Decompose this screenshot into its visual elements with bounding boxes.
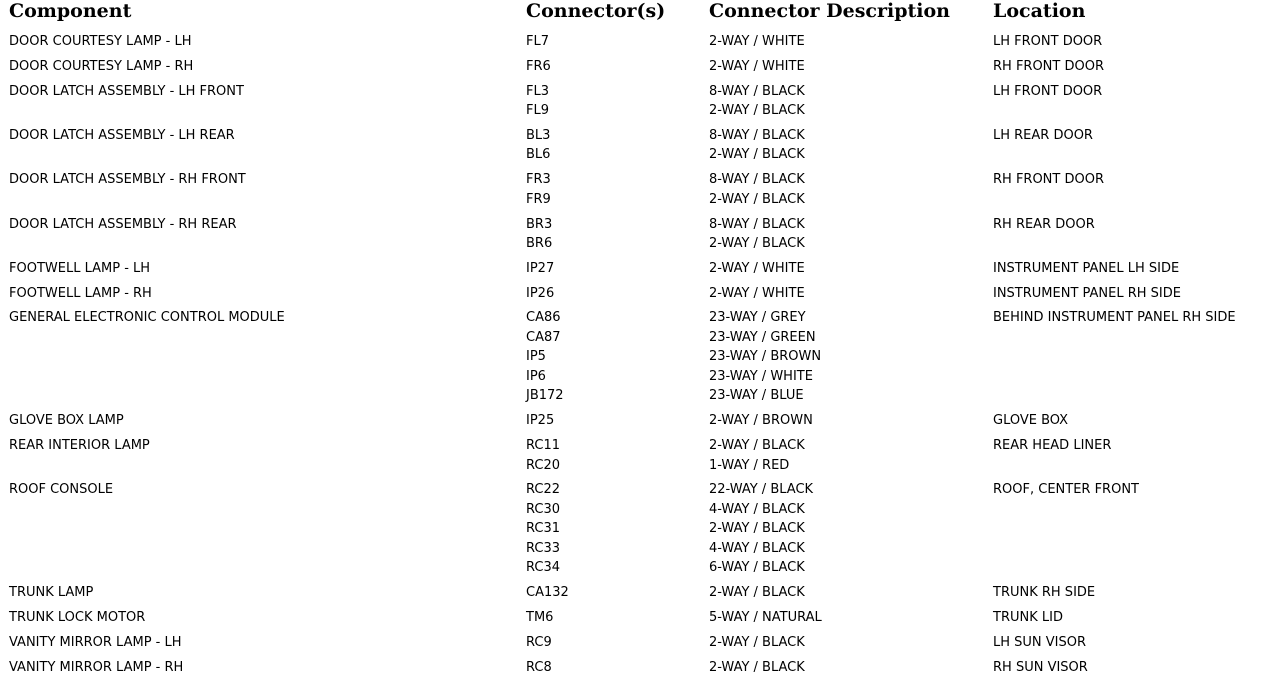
connector-id: IP27 (526, 260, 555, 276)
connector-description: 8-WAY / BLACK (709, 127, 805, 143)
connector-id: RC22 (526, 482, 561, 498)
connector-description: 2-WAY / WHITE (709, 58, 805, 74)
connector-id: CA132 (526, 585, 569, 601)
connector-id: CA86 (526, 310, 561, 326)
connector-description: 6-WAY / BLACK (709, 560, 805, 576)
connector-id: IP26 (526, 285, 555, 301)
table-row (0, 308, 1280, 406)
connectors-cell (526, 126, 550, 165)
component-cell: VANITY MIRROR LAMP - LH (9, 634, 182, 650)
table-row (0, 82, 1280, 121)
table-row (0, 57, 1280, 77)
connector-description: 8-WAY / BLACK (709, 216, 805, 232)
connector-description: 2-WAY / BLACK (709, 147, 805, 163)
description-cell (709, 480, 813, 578)
location-cell: RH FRONT DOOR (993, 172, 1104, 188)
connector-description: 2-WAY / BLACK (709, 438, 805, 453)
connector-description: 23-WAY / GREY (709, 310, 806, 326)
component-cell: DOOR LATCH ASSEMBLY - LH REAR (9, 127, 235, 143)
header-connectors: Connector(s) (526, 0, 666, 22)
table-row (0, 658, 1280, 678)
location-cell: RH SUN VISOR (993, 659, 1088, 675)
description-cell (709, 57, 805, 77)
connector-id: FL7 (526, 34, 549, 49)
connectors-cell (526, 436, 560, 475)
connector-description: 5-WAY / NATURAL (709, 609, 822, 625)
table-row (0, 170, 1280, 209)
connector-description: 4-WAY / BLACK (709, 501, 805, 517)
connector-id: RC34 (526, 560, 561, 576)
description-cell (709, 633, 805, 653)
connector-description: 1-WAY / RED (709, 457, 790, 473)
connectors-cell (526, 411, 554, 431)
description-cell (709, 82, 805, 121)
location-cell: ROOF, CENTER FRONT (993, 482, 1139, 498)
table-row (0, 126, 1280, 165)
component-cell: FOOTWELL LAMP - LH (9, 260, 151, 276)
location-cell: LH SUN VISOR (993, 634, 1087, 650)
header-location: Location (993, 0, 1086, 22)
header-connector-description: Connector Description (709, 0, 950, 22)
description-cell (709, 215, 805, 254)
component-cell: DOOR COURTESY LAMP - LH (9, 34, 192, 49)
connectors-cell (526, 57, 551, 77)
description-cell (709, 170, 805, 209)
description-cell (709, 658, 805, 678)
connectors-cell (526, 633, 552, 653)
description-cell (709, 436, 805, 475)
component-cell: DOOR LATCH ASSEMBLY - RH FRONT (9, 172, 246, 188)
connector-id: FR9 (526, 191, 551, 207)
component-cell: VANITY MIRROR LAMP - RH (9, 659, 184, 675)
connector-id: CA87 (526, 329, 561, 345)
connector-id: RC30 (526, 501, 561, 517)
connector-id: FL3 (526, 83, 549, 99)
connector-id: JB172 (526, 388, 564, 404)
connector-description: 23-WAY / GREEN (709, 329, 816, 345)
connector-id: RC20 (526, 457, 561, 473)
table-row (0, 583, 1280, 603)
connector-id: BL3 (526, 127, 551, 143)
table-row (0, 215, 1280, 254)
location-cell: TRUNK LID (993, 609, 1063, 625)
location-cell: GLOVE BOX (993, 413, 1069, 429)
connector-description: 23-WAY / BLUE (709, 388, 804, 404)
connectors-cell (526, 308, 564, 406)
connector-description: 2-WAY / BLACK (709, 521, 805, 537)
connector-description: 8-WAY / BLACK (709, 172, 805, 188)
connector-description: 2-WAY / BLACK (709, 585, 805, 601)
location-cell: LH FRONT DOOR (993, 83, 1103, 99)
location-cell: INSTRUMENT PANEL LH SIDE (993, 260, 1180, 276)
component-cell: ROOF CONSOLE (9, 482, 114, 498)
connector-description: 2-WAY / BLACK (709, 236, 805, 251)
component-cell: DOOR LATCH ASSEMBLY - LH FRONT (9, 83, 244, 99)
connector-description: 2-WAY / WHITE (709, 34, 805, 49)
location-cell: TRUNK RH SIDE (993, 585, 1096, 601)
connectors-cell (526, 658, 552, 678)
connector-id: TM6 (526, 609, 554, 625)
table-row (0, 284, 1280, 304)
connector-description: 2-WAY / BLACK (709, 634, 805, 650)
table-row (0, 608, 1280, 628)
connector-id: IP6 (526, 368, 546, 384)
table-row (0, 259, 1280, 279)
connector-id: FR6 (526, 58, 551, 74)
connector-id: FR3 (526, 172, 551, 188)
location-cell: INSTRUMENT PANEL RH SIDE (993, 285, 1181, 301)
connector-description: 23-WAY / BROWN (709, 349, 822, 365)
description-cell (709, 284, 805, 304)
table-row (0, 436, 1280, 475)
location-cell: RH REAR DOOR (993, 216, 1095, 232)
connectors-cell (526, 32, 549, 52)
connectors-cell (526, 608, 553, 628)
connectors-cell (526, 259, 554, 279)
connector-description: 4-WAY / BLACK (709, 540, 805, 556)
connectors-cell (526, 480, 560, 578)
component-cell: DOOR COURTESY LAMP - RH (9, 58, 194, 74)
component-cell: GLOVE BOX LAMP (9, 413, 124, 429)
description-cell (709, 308, 821, 406)
component-cell: DOOR LATCH ASSEMBLY - RH REAR (9, 216, 237, 232)
component-cell: GENERAL ELECTRONIC CONTROL MODULE (9, 310, 285, 326)
location-cell: LH FRONT DOOR (993, 34, 1103, 49)
connector-description: 23-WAY / WHITE (709, 368, 813, 384)
location-cell: BEHIND INSTRUMENT PANEL RH SIDE (993, 310, 1236, 326)
location-cell: LH REAR DOOR (993, 127, 1093, 143)
description-cell (709, 259, 805, 279)
connector-id: IP5 (526, 349, 546, 365)
connector-id: RC31 (526, 521, 561, 537)
table-row (0, 411, 1280, 431)
description-cell (709, 126, 805, 165)
component-cell: REAR INTERIOR LAMP (9, 438, 150, 453)
connectors-cell (526, 284, 554, 304)
location-cell: REAR HEAD LINER (993, 438, 1112, 453)
connectors-cell (526, 583, 569, 603)
connector-id: RC33 (526, 540, 561, 556)
description-cell (709, 608, 822, 628)
connectors-cell (526, 170, 551, 209)
connector-description: 2-WAY / WHITE (709, 285, 805, 301)
description-cell (709, 32, 805, 52)
connector-id: RC8 (526, 659, 552, 675)
connector-id: BL6 (526, 147, 551, 163)
connector-description: 2-WAY / BLACK (709, 659, 805, 675)
connectors-cell (526, 82, 549, 121)
table-row (0, 633, 1280, 653)
description-cell (709, 411, 813, 431)
connector-id: RC9 (526, 634, 552, 650)
connector-id: IP25 (526, 413, 555, 429)
table-row (0, 480, 1280, 578)
header-component: Component (9, 0, 132, 22)
connectors-cell (526, 215, 552, 254)
connector-description: 2-WAY / BLACK (709, 191, 805, 207)
connector-id: FL9 (526, 103, 549, 119)
location-cell: RH FRONT DOOR (993, 58, 1104, 74)
connector-description: 2-WAY / WHITE (709, 260, 805, 276)
connector-description: 2-WAY / BLACK (709, 103, 805, 119)
component-cell: TRUNK LOCK MOTOR (9, 609, 146, 625)
connector-id: BR3 (526, 216, 553, 232)
component-cell: TRUNK LAMP (9, 585, 94, 601)
component-cell: FOOTWELL LAMP - RH (9, 285, 152, 301)
connector-description: 22-WAY / BLACK (709, 482, 814, 498)
table-row (0, 32, 1280, 52)
connector-description: 2-WAY / BROWN (709, 413, 813, 429)
connector-description: 8-WAY / BLACK (709, 83, 805, 99)
connector-id: RC11 (526, 438, 561, 453)
connector-id: BR6 (526, 236, 553, 251)
description-cell (709, 583, 805, 603)
